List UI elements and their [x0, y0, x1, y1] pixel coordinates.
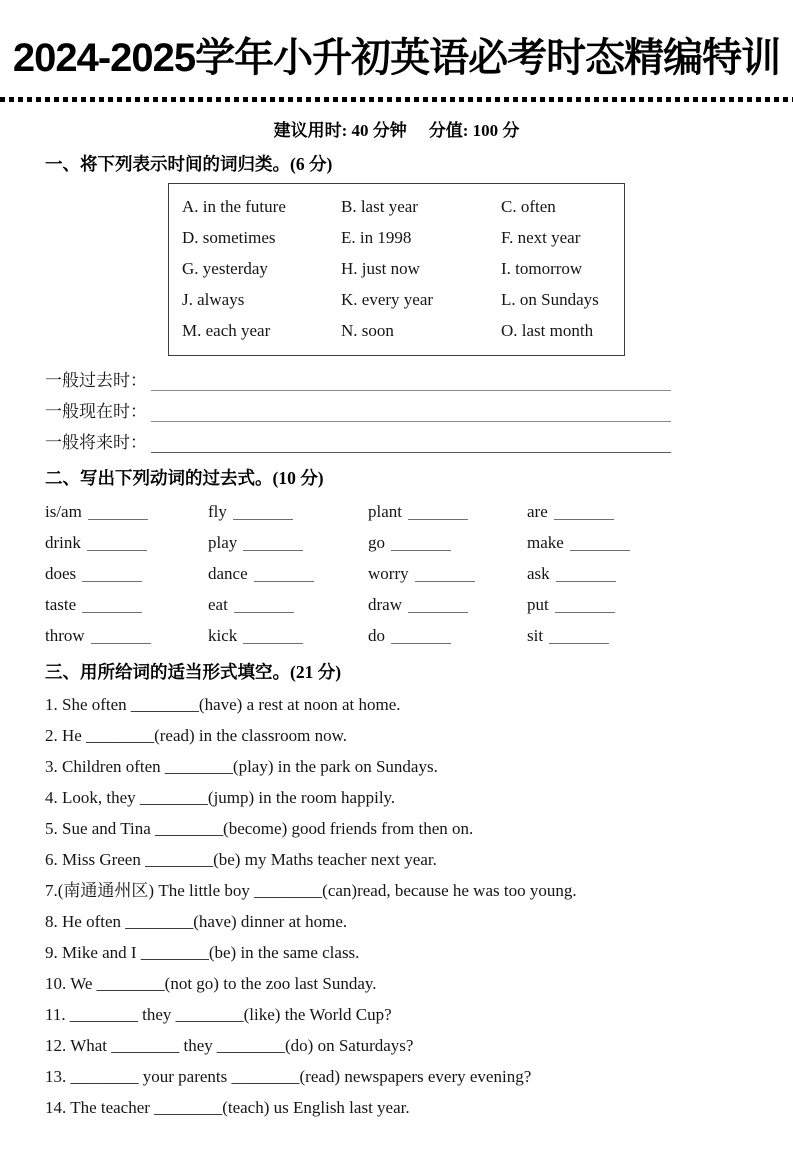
verb-blank-line	[408, 508, 468, 520]
verb-blank-line	[243, 539, 303, 551]
verb-item	[208, 620, 368, 651]
option-item: M. each year	[182, 321, 271, 340]
question-line: 4. Look, they ________(jump) in the room happily.	[45, 788, 396, 807]
verb-item	[368, 620, 527, 651]
option-item: F. next year	[501, 228, 581, 247]
question-line: 8. He often ________(have) dinner at home.	[45, 912, 348, 931]
verb-blank-line	[408, 601, 468, 613]
future-tense-blank-line	[151, 441, 671, 453]
verb-item	[527, 558, 745, 589]
question-line: 5. Sue and Tina ________(become) good friends from then on.	[45, 819, 474, 838]
verb-item	[45, 589, 208, 620]
verb-item	[527, 589, 745, 620]
verb-label: go	[368, 533, 385, 552]
verb-label: sit	[527, 626, 544, 645]
present-tense-row	[45, 396, 745, 427]
option-item: C. often	[501, 197, 556, 216]
verb-label: kick	[208, 626, 238, 645]
question-line: 11. ________ they ________(like) the World Cup?	[45, 1005, 392, 1024]
verb-label: ask	[527, 564, 550, 583]
future-tense-row	[45, 427, 745, 458]
verb-label: taste	[45, 595, 77, 614]
question-line: 3. Children often ________(play) in the park on Sundays.	[45, 757, 438, 776]
past-tense-label: 一般过去时：	[45, 371, 147, 390]
verb-blank-line	[88, 508, 148, 520]
tense-answer-rows	[45, 365, 745, 458]
verb-label: does	[45, 564, 77, 583]
verb-label: draw	[368, 595, 402, 614]
verb-item	[368, 527, 527, 558]
verb-label: worry	[368, 564, 409, 583]
page-title: 2024-2025学年小升初英语必考时态精编特训	[12, 36, 781, 80]
question-line: 6. Miss Green ________(be) my Maths teacher next year.	[45, 850, 437, 869]
option-item: L. on Sundays	[501, 290, 599, 309]
verb-blank-line	[234, 601, 294, 613]
verb-item	[527, 527, 745, 558]
question-line: 13. ________ your parents ________(read) newspapers every evening?	[45, 1067, 532, 1086]
question-line: 2. He ________(read) in the classroom now.	[45, 726, 347, 745]
verb-blank-line	[254, 570, 314, 582]
verb-blank-line	[570, 539, 630, 551]
verb-item	[527, 620, 745, 651]
question-line: 12. What ________ they ________(do) on Saturdays?	[45, 1036, 414, 1055]
verb-label: drink	[45, 533, 81, 552]
option-item: O. last month	[501, 321, 594, 340]
dotted-divider	[0, 97, 793, 102]
verb-label: put	[527, 595, 549, 614]
question-line: 7.(南通通州区) The little boy ________(can)read, because he was too young.	[45, 881, 577, 900]
question-line: 10. We ________(not go) to the zoo last Sunday.	[45, 974, 377, 993]
option-item: D. sometimes	[182, 228, 276, 247]
present-tense-blank-line	[151, 410, 671, 422]
verb-blank-line	[233, 508, 293, 520]
option-item: K. every year	[341, 290, 434, 309]
section1-heading: 一、将下列表示时间的词归类。(6 分)	[45, 154, 333, 174]
verb-label: fly	[208, 502, 227, 521]
time-words-option-box	[168, 183, 625, 356]
verb-blank-line	[391, 632, 451, 644]
verb-item	[368, 589, 527, 620]
verb-item	[45, 496, 208, 527]
fill-in-questions	[45, 689, 745, 1123]
verb-item	[368, 496, 527, 527]
verb-label: plant	[368, 502, 402, 521]
option-item: A. in the future	[182, 197, 286, 216]
option-item: J. always	[182, 290, 245, 309]
verb-label: is/am	[45, 502, 82, 521]
verb-label: are	[527, 502, 548, 521]
option-item: E. in 1998	[341, 228, 412, 247]
question-line: 1. She often ________(have) a rest at noon at home.	[45, 695, 401, 714]
verb-label: eat	[208, 595, 228, 614]
verb-blank-line	[243, 632, 303, 644]
verb-item	[368, 558, 527, 589]
verb-item	[45, 527, 208, 558]
verb-label: do	[368, 626, 385, 645]
option-item: N. soon	[341, 321, 394, 340]
question-line: 14. The teacher ________(teach) us English last year.	[45, 1098, 410, 1117]
verb-blank-line	[556, 570, 616, 582]
option-item: H. just now	[341, 259, 420, 278]
verb-item	[45, 620, 208, 651]
question-line: 9. Mike and I ________(be) in the same class.	[45, 943, 360, 962]
option-item: I. tomorrow	[501, 259, 583, 278]
exam-meta	[0, 119, 793, 143]
verb-item	[208, 527, 368, 558]
verb-blank-line	[87, 539, 147, 551]
section2-heading: 二、写出下列动词的过去式。(10 分)	[45, 468, 324, 488]
verb-item	[208, 558, 368, 589]
verb-label: play	[208, 533, 238, 552]
verb-blank-line	[391, 539, 451, 551]
exam-content	[45, 152, 745, 1123]
verb-label: make	[527, 533, 564, 552]
verb-blank-line	[555, 601, 615, 613]
past-tense-blank-line	[151, 379, 671, 391]
verb-blank-line	[415, 570, 475, 582]
verb-item	[45, 558, 208, 589]
suggested-time: 建议用时: 40 分钟	[273, 121, 407, 140]
section3-heading: 三、用所给词的适当形式填空。(21 分)	[45, 662, 342, 682]
verb-blank-line	[549, 632, 609, 644]
present-tense-label: 一般现在时：	[45, 402, 147, 421]
verb-blank-line	[82, 601, 142, 613]
verb-blank-line	[82, 570, 142, 582]
verb-item	[208, 496, 368, 527]
verb-label: dance	[208, 564, 248, 583]
future-tense-label: 一般将来时：	[45, 433, 147, 452]
verb-blank-line	[554, 508, 614, 520]
option-item: B. last year	[341, 197, 418, 216]
verb-past-tense-grid	[45, 496, 745, 651]
verb-blank-line	[91, 632, 151, 644]
option-item: G. yesterday	[182, 259, 268, 278]
total-score: 分值: 100 分	[428, 121, 520, 140]
past-tense-row	[45, 365, 745, 396]
verb-label: throw	[45, 626, 85, 645]
verb-item	[208, 589, 368, 620]
verb-item	[527, 496, 745, 527]
exam-paper-page	[0, 32, 793, 1154]
